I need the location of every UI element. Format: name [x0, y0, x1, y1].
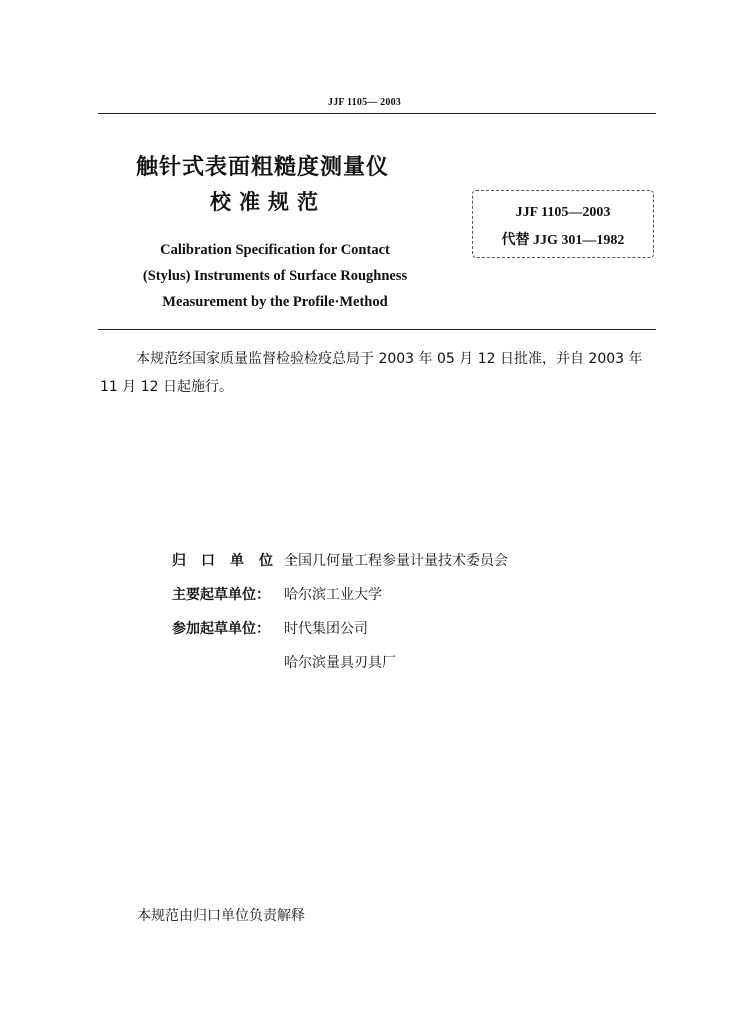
chinese-subtitle: 校准规范 — [210, 190, 326, 214]
responsible-unit-row — [172, 550, 508, 570]
main-drafter-label: 主要起草单位： — [172, 587, 270, 603]
responsible-unit-value: 全国几何量工程参量计量技术委员会 — [284, 553, 508, 569]
participant-value-2: 哈尔滨量具刃具厂 — [284, 655, 396, 671]
chinese-title: 触针式表面粗糙度测量仪 — [136, 155, 390, 180]
main-drafter-row — [172, 584, 382, 604]
interpretation-note: 本规范由归口单位负责解释 — [137, 908, 305, 924]
participant-row — [172, 618, 368, 638]
standard-number-stamp — [472, 190, 654, 258]
standard-number: JJF 1105—2003 — [515, 205, 611, 220]
english-title — [100, 237, 450, 315]
participant-row-2 — [284, 652, 396, 672]
main-drafter-value: 哈尔滨工业大学 — [284, 587, 382, 603]
responsible-unit-label: 归口单位： — [172, 553, 317, 569]
standard-code-header: JJF 1105— 2003 — [328, 97, 401, 108]
participant-label: 参加起草单位： — [172, 621, 270, 637]
header-divider — [98, 113, 656, 114]
english-title-line-2: (Stylus) Instruments of Surface Roughness — [142, 268, 408, 284]
replaces-standard: 代替 JJG 301—1982 — [501, 233, 625, 248]
english-title-line-1: Calibration Specification for Contact — [160, 242, 390, 258]
approval-statement: 本规范经国家质量监督检验检疫总局于 2003 年 05 月 12 日批准，并自 2003 年 11 月 12 日起施行。 — [100, 351, 643, 395]
title-divider — [98, 329, 656, 330]
english-title-line-3: Measurement by the Profile·Method — [162, 294, 388, 310]
participant-value-1: 时代集团公司 — [284, 621, 368, 637]
